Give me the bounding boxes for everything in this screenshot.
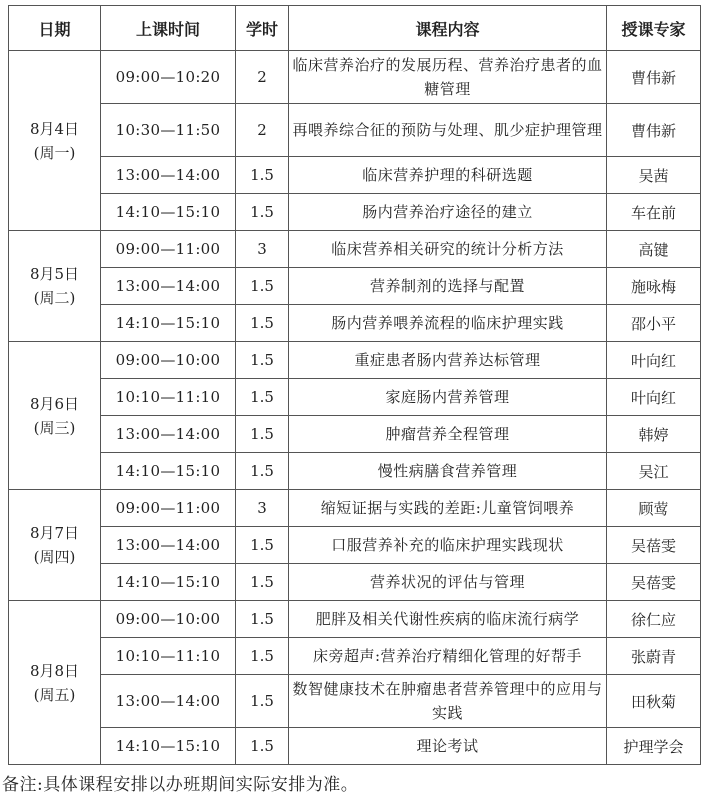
schedule-table <box>8 5 701 765</box>
content-cell: 肠内营养治疗途径的建立 <box>289 194 607 231</box>
time-cell: 09:00—11:00 <box>101 490 236 527</box>
time-cell: 10:10—11:10 <box>101 638 236 675</box>
content-cell: 肠内营养喂养流程的临床护理实践 <box>289 305 607 342</box>
expert-cell: 护理学会 <box>607 728 701 765</box>
content-cell: 临床营养治疗的发展历程、营养治疗患者的血糖管理 <box>289 51 607 104</box>
expert-cell: 叶向红 <box>607 379 701 416</box>
table-row <box>9 231 701 268</box>
hours-cell: 2 <box>236 104 289 157</box>
table-row <box>9 268 701 305</box>
time-cell: 14:10—15:10 <box>101 453 236 490</box>
weekday-label: (周二) <box>33 289 76 307</box>
expert-cell: 车在前 <box>607 194 701 231</box>
time-cell: 14:10—15:10 <box>101 728 236 765</box>
time-cell: 13:00—14:00 <box>101 268 236 305</box>
time-cell: 10:30—11:50 <box>101 104 236 157</box>
hours-cell: 1.5 <box>236 601 289 638</box>
hours-cell: 1.5 <box>236 416 289 453</box>
content-cell: 肿瘤营养全程管理 <box>289 416 607 453</box>
expert-cell: 邵小平 <box>607 305 701 342</box>
hours-cell: 1.5 <box>236 194 289 231</box>
time-cell: 13:00—14:00 <box>101 527 236 564</box>
table-row <box>9 564 701 601</box>
table-row <box>9 305 701 342</box>
expert-cell: 韩婷 <box>607 416 701 453</box>
hours-cell: 1.5 <box>236 638 289 675</box>
time-cell: 14:10—15:10 <box>101 564 236 601</box>
header-hours: 学时 <box>236 6 289 51</box>
expert-cell: 叶向红 <box>607 342 701 379</box>
time-cell: 14:10—15:10 <box>101 194 236 231</box>
table-row <box>9 379 701 416</box>
date-label: 8月7日 <box>29 524 80 542</box>
hours-cell: 1.5 <box>236 564 289 601</box>
table-row <box>9 490 701 527</box>
expert-cell: 施咏梅 <box>607 268 701 305</box>
expert-cell: 吴江 <box>607 453 701 490</box>
expert-cell: 徐仁应 <box>607 601 701 638</box>
date-cell <box>9 51 101 231</box>
content-cell: 临床营养护理的科研选题 <box>289 157 607 194</box>
hours-cell: 1.5 <box>236 157 289 194</box>
hours-cell: 1.5 <box>236 675 289 728</box>
header-time: 上课时间 <box>101 6 236 51</box>
table-row <box>9 194 701 231</box>
weekday-label: (周一) <box>33 143 76 162</box>
hours-cell: 1.5 <box>236 728 289 765</box>
date-label: 8月6日 <box>29 394 80 413</box>
expert-cell: 吴茜 <box>607 157 701 194</box>
time-cell: 09:00—10:20 <box>101 51 236 104</box>
hours-cell: 1.5 <box>236 268 289 305</box>
expert-cell: 高键 <box>607 231 701 268</box>
time-cell: 09:00—11:00 <box>101 231 236 268</box>
header-content: 课程内容 <box>289 6 607 51</box>
expert-cell: 曹伟新 <box>607 104 701 157</box>
content-cell: 家庭肠内营养管理 <box>289 379 607 416</box>
hours-cell: 2 <box>236 51 289 104</box>
table-row <box>9 728 701 765</box>
table-row <box>9 104 701 157</box>
table-row <box>9 157 701 194</box>
table-row <box>9 601 701 638</box>
time-cell: 13:00—14:00 <box>101 416 236 453</box>
time-cell: 14:10—15:10 <box>101 305 236 342</box>
header-date: 日期 <box>9 6 101 51</box>
date-label: 8月4日 <box>29 119 80 138</box>
table-row <box>9 638 701 675</box>
table-row <box>9 416 701 453</box>
content-cell: 理论考试 <box>289 728 607 765</box>
footnote: 备注:具体课程安排以办班期间实际安排为准。 <box>2 775 359 795</box>
weekday-label: (周四) <box>33 548 76 566</box>
table-row <box>9 527 701 564</box>
content-cell: 营养制剂的选择与配置 <box>289 268 607 305</box>
content-cell: 临床营养相关研究的统计分析方法 <box>289 231 607 268</box>
date-cell <box>9 342 101 490</box>
content-cell: 肥胖及相关代谢性疾病的临床流行病学 <box>289 601 607 638</box>
header-row <box>9 6 701 51</box>
content-cell: 口服营养补充的临床护理实践现状 <box>289 527 607 564</box>
table-row <box>9 51 701 104</box>
expert-cell: 吴蓓雯 <box>607 564 701 601</box>
hours-cell: 1.5 <box>236 379 289 416</box>
weekday-label: (周五) <box>33 685 76 704</box>
hours-cell: 1.5 <box>236 527 289 564</box>
content-cell: 再喂养综合征的预防与处理、肌少症护理管理 <box>289 104 607 157</box>
hours-cell: 1.5 <box>236 342 289 379</box>
date-label: 8月8日 <box>29 661 80 680</box>
expert-cell: 曹伟新 <box>607 51 701 104</box>
time-cell: 13:00—14:00 <box>101 157 236 194</box>
hours-cell: 1.5 <box>236 305 289 342</box>
table-row <box>9 342 701 379</box>
expert-cell: 张蔚青 <box>607 638 701 675</box>
time-cell: 09:00—10:00 <box>101 342 236 379</box>
content-cell: 营养状况的评估与管理 <box>289 564 607 601</box>
time-cell: 13:00—14:00 <box>101 675 236 728</box>
date-label: 8月5日 <box>29 265 80 283</box>
date-cell <box>9 490 101 601</box>
content-cell: 床旁超声:营养治疗精细化管理的好帮手 <box>289 638 607 675</box>
weekday-label: (周三) <box>33 418 76 437</box>
header-expert: 授课专家 <box>607 6 701 51</box>
hours-cell: 3 <box>236 231 289 268</box>
time-cell: 10:10—11:10 <box>101 379 236 416</box>
content-cell: 缩短证据与实践的差距:儿童管饲喂养 <box>289 490 607 527</box>
hours-cell: 3 <box>236 490 289 527</box>
content-cell: 数智健康技术在肿瘤患者营养管理中的应用与实践 <box>289 675 607 728</box>
expert-cell: 吴蓓雯 <box>607 527 701 564</box>
expert-cell: 顾莺 <box>607 490 701 527</box>
content-cell: 慢性病膳食营养管理 <box>289 453 607 490</box>
expert-cell: 田秋菊 <box>607 675 701 728</box>
content-cell: 重症患者肠内营养达标管理 <box>289 342 607 379</box>
date-cell <box>9 601 101 765</box>
table-row <box>9 453 701 490</box>
time-cell: 09:00—10:00 <box>101 601 236 638</box>
table-row <box>9 675 701 728</box>
date-cell <box>9 231 101 342</box>
hours-cell: 1.5 <box>236 453 289 490</box>
